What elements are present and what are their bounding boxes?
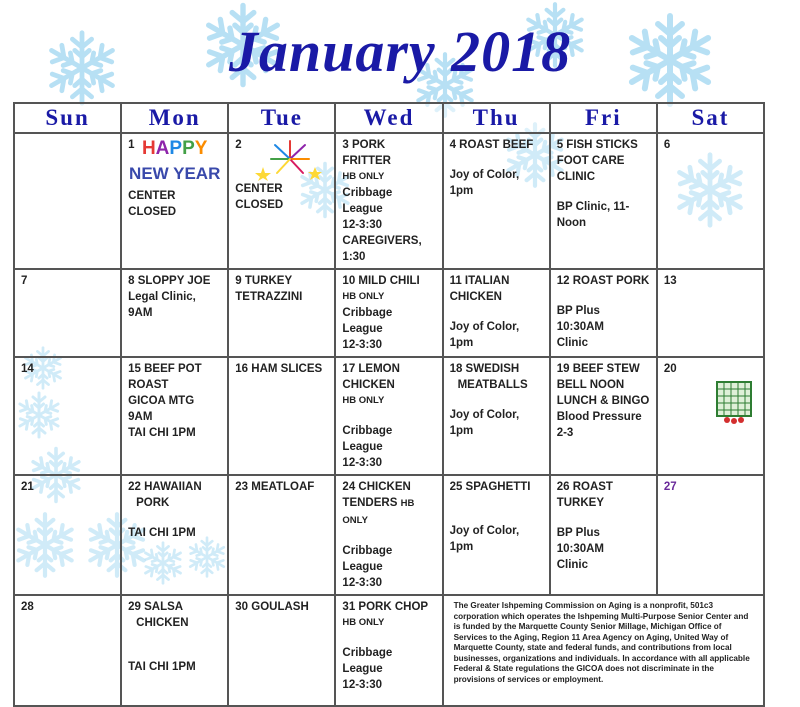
- day-cell-10: [335, 269, 442, 357]
- day-cell-17: [335, 357, 442, 475]
- day-number: 20: [663, 363, 677, 375]
- menu-item: 12 ROAST PORK: [556, 275, 650, 287]
- happy-letter: P: [169, 138, 183, 159]
- day-cell-13: [657, 269, 764, 357]
- day-header-tue: Tue: [228, 103, 335, 133]
- day-number: 21: [21, 481, 34, 493]
- day-header-wed: Wed: [335, 103, 442, 133]
- menu-item: 25 SPAGHETTI: [449, 481, 531, 493]
- activity: Blood Pressure 2-3: [556, 411, 642, 439]
- fireworks-icon: [255, 137, 328, 177]
- day-cell-8: [121, 269, 228, 357]
- menu-item: 30 GOULASH: [235, 601, 309, 613]
- menu-item: 4 ROAST BEEF: [449, 139, 534, 151]
- activity-time: 12-3:30: [342, 679, 383, 691]
- menu-item: 26 ROAST TURKEY: [556, 481, 613, 509]
- day-number: 28: [21, 601, 34, 613]
- menu-item: 22 HAWAIIAN: [128, 481, 202, 493]
- day-number: 1: [128, 139, 135, 151]
- activity: BP Plus 10:30AM: [556, 305, 605, 333]
- activity-time: 12-3:30: [342, 219, 383, 231]
- day-cell-28: [14, 595, 121, 706]
- happy-letter: P: [182, 138, 195, 159]
- menu-item: 29 SALSA: [128, 601, 184, 613]
- happy-letters: [142, 138, 208, 159]
- happy-letter: Y: [194, 138, 208, 159]
- menu-item: 16 HAM SLICES: [235, 363, 323, 375]
- new-year-text: NEW YEAR: [129, 164, 221, 183]
- happy-text: [128, 139, 221, 164]
- calendar-grid: [13, 102, 765, 707]
- happy-letter: A: [155, 138, 170, 159]
- activity: BP Plus 10:30AM: [556, 527, 605, 555]
- activity: TAI CHI 1PM: [128, 427, 196, 439]
- day-cell-empty: [14, 133, 121, 269]
- menu-item: TETRAZZINI: [235, 291, 303, 303]
- day-number: 13: [663, 275, 677, 287]
- hb-only-label: HB ONLY: [342, 498, 415, 526]
- menu-item: 10 MILD CHILI: [342, 275, 420, 287]
- day-cell-19: [550, 357, 657, 475]
- hb-only-label: HB ONLY: [342, 291, 385, 302]
- happy-letter: H: [141, 138, 156, 159]
- day-cell-11: [443, 269, 550, 357]
- menu-item: 15 BEEF POT: [128, 363, 202, 375]
- hb-only-label: HB ONLY: [342, 617, 385, 628]
- center-closed-label: CENTER CLOSED: [128, 190, 177, 218]
- menu-item: CHICKEN: [136, 617, 189, 629]
- day-cell-31: [335, 595, 442, 706]
- day-cell-18: [443, 357, 550, 475]
- activity: Cribbage League: [342, 425, 393, 453]
- day-cell-7: [14, 269, 121, 357]
- day-cell-27: [657, 475, 764, 595]
- menu-item: 3 PORK FRITTER: [342, 139, 391, 167]
- day-number: 27: [663, 481, 677, 493]
- day-cell-2: [228, 133, 335, 269]
- activity: Cribbage League: [342, 187, 393, 215]
- day-header-mon: Mon: [121, 103, 228, 133]
- day-cell-15: [121, 357, 228, 475]
- activity: TAI CHI 1PM: [128, 661, 196, 673]
- activity: Legal Clinic, 9AM: [128, 291, 196, 319]
- activity: BELL NOON: [556, 379, 625, 391]
- activity: Clinic: [556, 337, 589, 349]
- menu-item: TENDERS: [342, 497, 398, 509]
- menu-item: MEATBALLS: [457, 379, 528, 391]
- activity-time: 12-3:30: [342, 577, 383, 589]
- bingo-card-icon: [715, 380, 755, 429]
- calendar-title: January 2018: [228, 19, 572, 84]
- menu-item: 5 FISH STICKS: [556, 139, 638, 151]
- activity: Joy of Color, 1pm: [449, 169, 520, 197]
- day-header-thu: Thu: [443, 103, 550, 133]
- happy-new-year-graphic: [128, 139, 221, 184]
- activity: CAREGIVERS, 1:30: [342, 235, 422, 263]
- activity: LUNCH & BINGO: [556, 395, 650, 407]
- menu-item: 23 MEATLOAF: [235, 481, 315, 493]
- week-row: [14, 133, 764, 269]
- day-header-sun: Sun: [14, 103, 121, 133]
- day-cell-9: [228, 269, 335, 357]
- weekday-header-row: [14, 103, 764, 133]
- day-cell-30: [228, 595, 335, 706]
- day-cell-3: [335, 133, 442, 269]
- menu-item: 24 CHICKEN: [342, 481, 411, 493]
- day-cell-25: [443, 475, 550, 595]
- menu-item: 9 TURKEY: [235, 275, 293, 287]
- day-number: 2: [235, 139, 242, 151]
- menu-item-line: [342, 495, 435, 529]
- day-cell-29: [121, 595, 228, 706]
- menu-item: 31 PORK CHOP: [342, 601, 429, 613]
- activity: GICOA MTG 9AM: [128, 395, 195, 423]
- menu-item: 18 SWEDISH: [449, 363, 520, 375]
- week-row: [14, 475, 764, 595]
- week-row: [14, 595, 764, 706]
- day-cell-6: [657, 133, 764, 269]
- day-cell-23: [228, 475, 335, 595]
- activity: FOOT CARE CLINIC: [556, 155, 625, 183]
- day-cell-16: [228, 357, 335, 475]
- organization-note: The Greater Ishpeming Commission on Aging is a nonprofit, 501c3 corporation which operates the Ishpeming Multi-Purpose Senior Center and is funded by the Marquette County Senior Millage, Michigan Office of Services to the Aging, Region 11 Area Agency on Aging, United Way of Marquette County, state and federal funds, and contributions from local businesses, organizations and individuals. In accordance with all applicable Federal & State regulations the GICOA does not discriminate in the provisions of services or employment.: [453, 601, 750, 684]
- menu-item: 17 LEMON CHICKEN: [342, 363, 400, 391]
- week-row: [14, 357, 764, 475]
- day-cell-12: [550, 269, 657, 357]
- day-cell-21: [14, 475, 121, 595]
- activity: Joy of Color, 1pm: [449, 409, 520, 437]
- day-header-fri: Fri: [550, 103, 657, 133]
- menu-item: CHICKEN: [449, 291, 502, 303]
- menu-item: PORK: [136, 497, 170, 509]
- day-cell-4: [443, 133, 550, 269]
- day-cell-14: [14, 357, 121, 475]
- week-row: [14, 269, 764, 357]
- activity: Cribbage League: [342, 545, 393, 573]
- day-number: 6: [663, 139, 671, 151]
- activity: Clinic: [556, 559, 589, 571]
- menu-item: 11 ITALIAN: [449, 275, 510, 287]
- hb-only-label: HB ONLY: [342, 171, 385, 182]
- menu-item: 8 SLOPPY JOE: [128, 275, 211, 287]
- menu-item: ROAST: [128, 379, 169, 391]
- activity: Joy of Color, 1pm: [449, 321, 520, 349]
- day-header-sat: Sat: [657, 103, 764, 133]
- day-cell-5: [550, 133, 657, 269]
- day-cell-26: [550, 475, 657, 595]
- menu-item: 19 BEEF STEW: [556, 363, 640, 375]
- day-cell-22: [121, 475, 228, 595]
- activity: TAI CHI 1PM: [128, 527, 196, 539]
- activity-time: 12-3:30: [342, 457, 383, 469]
- organization-note-cell: [443, 595, 764, 706]
- day-cell-20: [657, 357, 764, 475]
- center-closed-label: CENTER CLOSED: [235, 183, 284, 211]
- day-cell-24: [335, 475, 442, 595]
- day-number: 7: [21, 275, 28, 287]
- activity: Cribbage League: [342, 307, 393, 335]
- activity: BP Clinic, 11-Noon: [556, 201, 630, 229]
- day-cell-1: [121, 133, 228, 269]
- activity-time: 12-3:30: [342, 339, 383, 351]
- activity: Joy of Color, 1pm: [449, 525, 520, 553]
- day-number: 14: [21, 363, 34, 375]
- hb-only-label: HB ONLY: [342, 395, 385, 406]
- activity: Cribbage League: [342, 647, 393, 675]
